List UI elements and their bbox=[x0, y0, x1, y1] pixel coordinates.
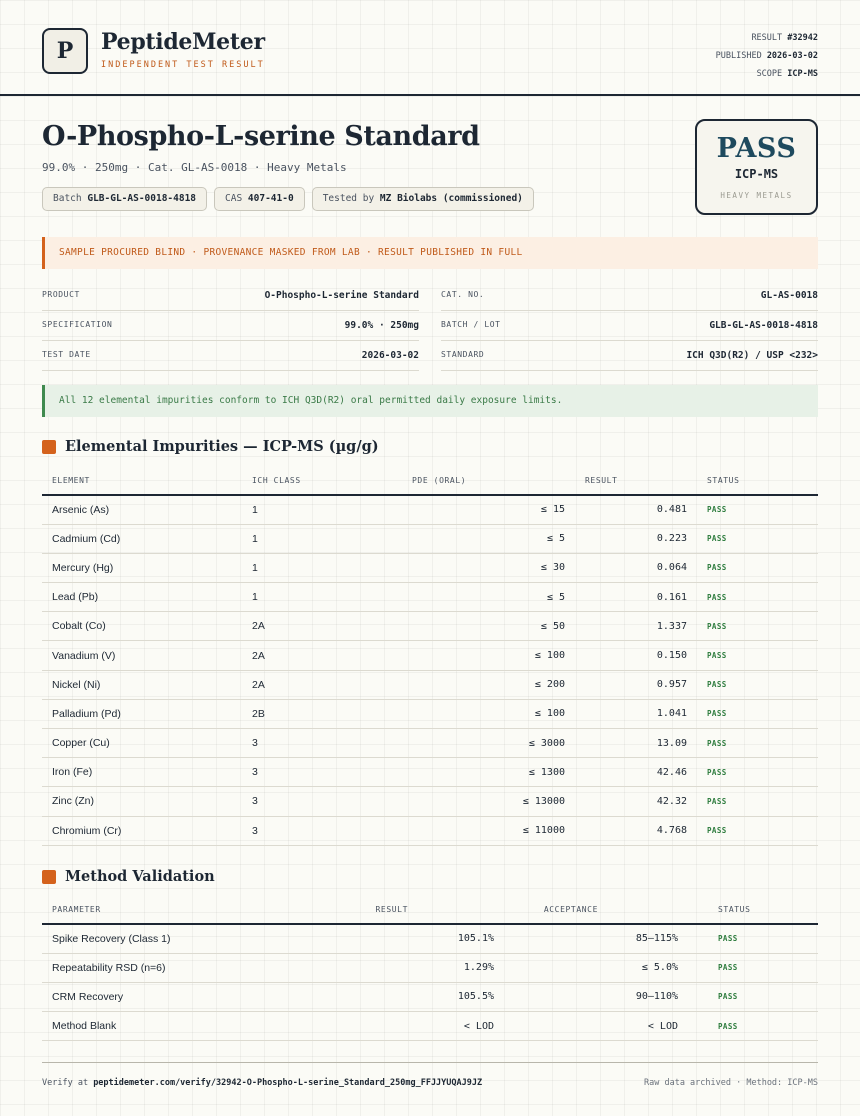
impurity-row bbox=[42, 553, 818, 582]
element-name: Zinc (Zn) bbox=[42, 787, 242, 816]
impurity-row bbox=[42, 699, 818, 728]
element-name: Cadmium (Cd) bbox=[42, 524, 242, 553]
element-name: Copper (Cu) bbox=[42, 729, 242, 758]
brand-tagline: INDEPENDENT TEST RESULT bbox=[101, 60, 265, 70]
stamp-verdict: PASS bbox=[716, 133, 797, 164]
impurity-row bbox=[42, 670, 818, 699]
status-badge: PASS bbox=[697, 583, 818, 612]
impurities-table bbox=[42, 467, 818, 846]
parameter-name: Spike Recovery (Class 1) bbox=[42, 924, 292, 953]
scope-line: SCOPE ICP-MS bbox=[756, 69, 818, 79]
info-standard: STANDARD ICH Q3D(R2) / USP <232> bbox=[441, 341, 818, 371]
acceptance-range: ≤ 5.0% bbox=[504, 953, 688, 982]
verify-link[interactable]: peptidemeter.com/verify/32942-O-Phospho-L-serine_Standard_250mg_FFJJYUQAJ9JZ bbox=[93, 1078, 483, 1088]
acceptance-range: 90–110% bbox=[504, 982, 688, 1011]
validation-result: 1.29% bbox=[292, 953, 504, 982]
validation-row bbox=[42, 924, 818, 953]
pde-limit: ≤ 200 bbox=[402, 670, 575, 699]
ich-class: 2A bbox=[242, 641, 402, 670]
result-id-line: RESULT #32942 bbox=[751, 33, 818, 43]
impurities-header-row: ELEMENT ICH CLASS PDE (ORAL) RESULT STATUS bbox=[42, 467, 818, 495]
brand-logo-icon: P bbox=[42, 28, 88, 74]
status-badge: PASS bbox=[688, 953, 818, 982]
parameter-name: Repeatability RSD (n=6) bbox=[42, 953, 292, 982]
status-badge: PASS bbox=[688, 982, 818, 1011]
page-subtitle: 99.0% · 250mg · Cat. GL-AS-0018 · Heavy Metals bbox=[42, 161, 347, 174]
ich-class: 1 bbox=[242, 583, 402, 612]
parameter-name: Method Blank bbox=[42, 1012, 292, 1041]
stamp-category: HEAVY METALS bbox=[720, 191, 793, 200]
section-marker-icon bbox=[42, 870, 56, 884]
result-id: #32942 bbox=[787, 33, 818, 43]
result-meta bbox=[716, 29, 818, 83]
validation-row bbox=[42, 1012, 818, 1041]
scope-value: ICP-MS bbox=[787, 69, 818, 79]
pde-limit: ≤ 1300 bbox=[402, 758, 575, 787]
acceptance-range: 85–115% bbox=[504, 924, 688, 953]
element-name: Iron (Fe) bbox=[42, 758, 242, 787]
validation-header-row: PARAMETER RESULT ACCEPTANCE STATUS bbox=[42, 896, 818, 924]
element-name: Nickel (Ni) bbox=[42, 670, 242, 699]
info-specification: SPECIFICATION 99.0% · 250mg bbox=[42, 311, 419, 341]
status-badge: PASS bbox=[697, 553, 818, 582]
result-value: 42.46 bbox=[575, 758, 697, 787]
page-header bbox=[0, 0, 860, 96]
ich-class: 1 bbox=[242, 495, 402, 524]
status-badge: PASS bbox=[688, 1012, 818, 1041]
impurity-row bbox=[42, 583, 818, 612]
footer-divider bbox=[42, 1062, 818, 1063]
chip-row bbox=[42, 187, 534, 211]
batch-chip: Batch GLB-GL-AS-0018-4818 bbox=[42, 187, 207, 211]
status-badge: PASS bbox=[697, 524, 818, 553]
conformance-notice: All 12 elemental impurities conform to ICH Q3D(R2) oral permitted daily exposure limits. bbox=[42, 385, 818, 417]
pde-limit: ≤ 11000 bbox=[402, 816, 575, 845]
pass-stamp bbox=[695, 119, 818, 215]
result-value: 1.337 bbox=[575, 612, 697, 641]
impurity-row bbox=[42, 495, 818, 524]
pde-limit: ≤ 15 bbox=[402, 495, 575, 524]
impurity-row bbox=[42, 729, 818, 758]
impurity-row bbox=[42, 758, 818, 787]
pde-limit: ≤ 5 bbox=[402, 524, 575, 553]
section-marker-icon bbox=[42, 440, 56, 454]
pde-limit: ≤ 5 bbox=[402, 583, 575, 612]
element-name: Arsenic (As) bbox=[42, 495, 242, 524]
validation-row bbox=[42, 953, 818, 982]
result-value: 0.161 bbox=[575, 583, 697, 612]
blind-procurement-notice: SAMPLE PROCURED BLIND · PROVENANCE MASKED FROM LAB · RESULT PUBLISHED IN FULL bbox=[42, 237, 818, 269]
ich-class: 3 bbox=[242, 787, 402, 816]
ich-class: 2A bbox=[242, 670, 402, 699]
pde-limit: ≤ 50 bbox=[402, 612, 575, 641]
result-value: 13.09 bbox=[575, 729, 697, 758]
validation-result: < LOD bbox=[292, 1012, 504, 1041]
impurities-section-heading: Elemental Impurities — ICP-MS (µg/g) bbox=[42, 438, 379, 455]
result-value: 0.150 bbox=[575, 641, 697, 670]
info-test-date: TEST DATE 2026-03-02 bbox=[42, 341, 419, 371]
ich-class: 2B bbox=[242, 699, 402, 728]
element-name: Palladium (Pd) bbox=[42, 699, 242, 728]
result-value: 42.32 bbox=[575, 787, 697, 816]
parameter-name: CRM Recovery bbox=[42, 982, 292, 1011]
validation-row bbox=[42, 982, 818, 1011]
element-name: Lead (Pb) bbox=[42, 583, 242, 612]
page-title: O-Phospho-L-serine Standard bbox=[42, 121, 480, 152]
pde-limit: ≤ 13000 bbox=[402, 787, 575, 816]
ich-class: 1 bbox=[242, 524, 402, 553]
status-badge: PASS bbox=[697, 758, 818, 787]
verify-line: Verify at peptidemeter.com/verify/32942-O-Phospho-L-serine_Standard_250mg_FFJJYUQAJ9JZ bbox=[42, 1078, 483, 1088]
ich-class: 2A bbox=[242, 612, 402, 641]
published-line: PUBLISHED 2026-03-02 bbox=[715, 51, 818, 61]
pde-limit: ≤ 100 bbox=[402, 641, 575, 670]
status-badge: PASS bbox=[697, 495, 818, 524]
pde-limit: ≤ 3000 bbox=[402, 729, 575, 758]
impurity-row bbox=[42, 787, 818, 816]
info-batch-lot: BATCH / LOT GLB-GL-AS-0018-4818 bbox=[441, 311, 818, 341]
impurity-row bbox=[42, 524, 818, 553]
ich-class: 1 bbox=[242, 553, 402, 582]
status-badge: PASS bbox=[697, 670, 818, 699]
cas-chip: CAS 407-41-0 bbox=[214, 187, 305, 211]
ich-class: 3 bbox=[242, 758, 402, 787]
validation-table bbox=[42, 896, 818, 1041]
status-badge: PASS bbox=[697, 729, 818, 758]
tested-by-chip: Tested by MZ Biolabs (commissioned) bbox=[312, 187, 534, 211]
acceptance-range: < LOD bbox=[504, 1012, 688, 1041]
info-product: PRODUCT O-Phospho-L-serine Standard bbox=[42, 281, 419, 311]
result-value: 0.481 bbox=[575, 495, 697, 524]
status-badge: PASS bbox=[688, 924, 818, 953]
status-badge: PASS bbox=[697, 787, 818, 816]
published-date: 2026-03-02 bbox=[766, 51, 818, 61]
archive-note: Raw data archived · Method: ICP-MS bbox=[644, 1078, 818, 1088]
status-badge: PASS bbox=[697, 641, 818, 670]
stamp-method: ICP-MS bbox=[734, 167, 779, 181]
impurity-row bbox=[42, 816, 818, 845]
validation-section-heading: Method Validation bbox=[42, 868, 215, 885]
ich-class: 3 bbox=[242, 816, 402, 845]
info-cat-no: CAT. NO. GL-AS-0018 bbox=[441, 281, 818, 311]
element-name: Mercury (Hg) bbox=[42, 553, 242, 582]
status-badge: PASS bbox=[697, 699, 818, 728]
result-value: 1.041 bbox=[575, 699, 697, 728]
validation-result: 105.5% bbox=[292, 982, 504, 1011]
element-name: Cobalt (Co) bbox=[42, 612, 242, 641]
result-value: 0.957 bbox=[575, 670, 697, 699]
impurity-row bbox=[42, 612, 818, 641]
pde-limit: ≤ 30 bbox=[402, 553, 575, 582]
element-name: Vanadium (V) bbox=[42, 641, 242, 670]
status-badge: PASS bbox=[697, 816, 818, 845]
validation-result: 105.1% bbox=[292, 924, 504, 953]
result-value: 0.223 bbox=[575, 524, 697, 553]
pde-limit: ≤ 100 bbox=[402, 699, 575, 728]
result-value: 0.064 bbox=[575, 553, 697, 582]
brand-name: PeptideMeter bbox=[101, 29, 265, 55]
impurity-row bbox=[42, 641, 818, 670]
status-badge: PASS bbox=[697, 612, 818, 641]
element-name: Chromium (Cr) bbox=[42, 816, 242, 845]
result-value: 4.768 bbox=[575, 816, 697, 845]
ich-class: 3 bbox=[242, 729, 402, 758]
